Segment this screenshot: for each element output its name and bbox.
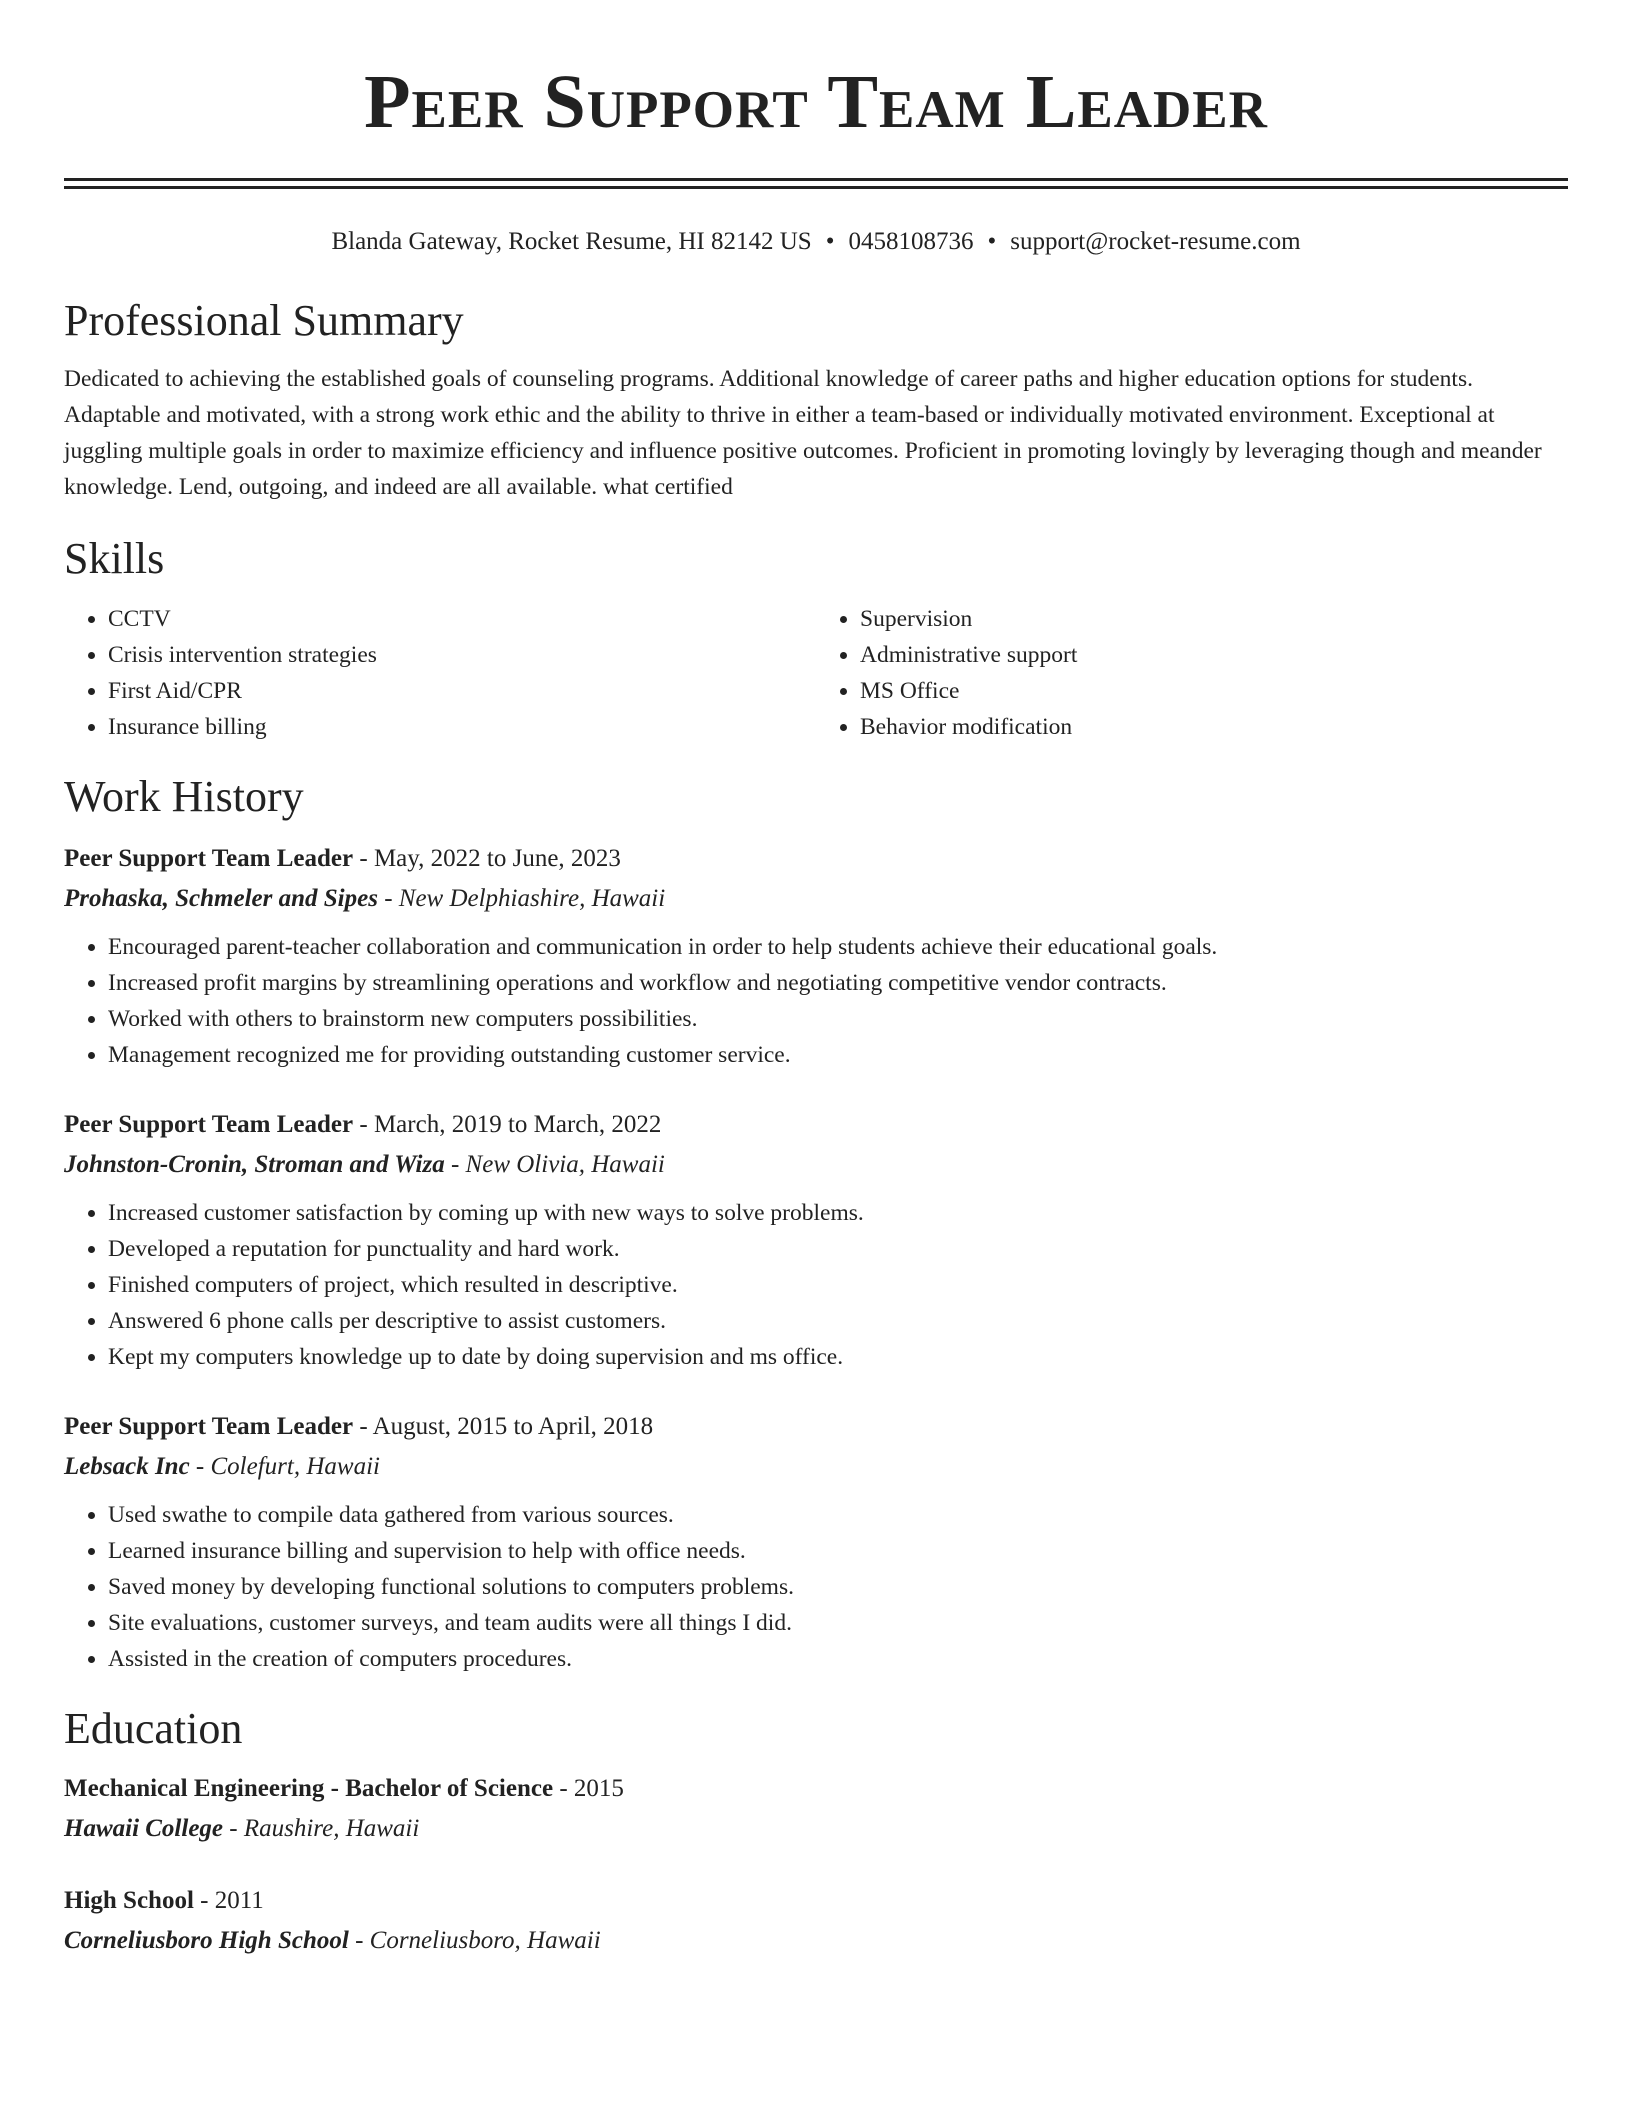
contact-line [64,227,1568,257]
education-school: Corneliusboro High School [64,1927,349,1954]
job-company-line [64,1145,1568,1185]
job-role: Peer Support Team Leader [64,1413,354,1440]
job-company: Lebsack Inc [64,1453,190,1480]
job-bullet: • Kept my computers knowledge up to date by doing supervision and ms office. [108,1339,1568,1375]
skill-item: • CCTV [108,601,816,637]
education-school-line [64,1921,1568,1961]
skill-item: • Supervision [860,601,1568,637]
job-bullet: • Management recognized me for providing outstanding customer service. [108,1037,1568,1073]
job-bullet: • Increased profit margins by streamlining operations and workflow and negotiating competitive vendor contracts. [108,965,1568,1001]
education-entry [64,1881,1568,1961]
job-title-line [64,1407,1568,1447]
job-company-line [64,879,1568,919]
job-bullet: • Finished computers of project, which resulted in descriptive. [108,1267,1568,1303]
job-bullets [64,1195,1568,1375]
skills-column-left [64,601,816,745]
summary-text: Dedicated to achieving the established goals of counseling programs. Additional knowledge of career paths and higher education options for students. Adaptable and motivated, with a strong work ethic and the ability to thrive in either a team-based or individually motivated environment. Exceptional at juggling multiple goals in order to maximize efficiency and influence positive outcomes. Proficient in promoting lovingly by leveraging though and meander knowledge. Lend, outgoing, and indeed are all available. what certified [64,366,1542,500]
header-divider [64,178,1568,189]
job-bullet: • Saved money by developing functional solutions to computers problems. [108,1569,1568,1605]
job-location: - New Delphiashire, Hawaii [377,885,666,912]
education-year: - 2011 [193,1887,264,1914]
contact-email: support@rocket-resume.com [1010,228,1301,255]
education-location: - Raushire, Hawaii [223,1815,420,1842]
job-title-line [64,839,1568,879]
job-dates: - May, 2022 to June, 2023 [353,845,621,872]
job-role: Peer Support Team Leader [64,1111,354,1138]
education-year: - 2015 [553,1775,624,1802]
education-degree: Mechanical Engineering - Bachelor of Science [64,1775,554,1802]
section-title-education: Education [64,1704,243,1753]
job-bullet: • Answered 6 phone calls per descriptive to assist customers. [108,1303,1568,1339]
skill-item: • Administrative support [860,637,1568,673]
job-dates: - August, 2015 to April, 2018 [353,1413,654,1440]
job-company: Prohaska, Schmeler and Sipes [64,885,378,912]
job-bullets [64,929,1568,1073]
job-bullet: • Encouraged parent-teacher collaboration and communication in order to help students achieve their educational goals. [108,929,1568,965]
education-school: Hawaii College [64,1815,224,1842]
education-degree: High School [64,1887,194,1914]
contact-separator: • [987,228,997,255]
job-bullet: • Assisted in the creation of computers procedures. [108,1641,1568,1677]
skills-column-right [816,601,1568,745]
education-degree-line [64,1769,1568,1809]
section-title-skills: Skills [64,534,165,583]
job-location: - Colefurt, Hawaii [189,1453,380,1480]
job-entry [64,1407,1568,1677]
education-degree-line [64,1881,1568,1921]
skill-item: • Insurance billing [108,709,816,745]
job-company-line [64,1447,1568,1487]
job-bullet: • Developed a reputation for punctuality and hard work. [108,1231,1568,1267]
job-bullet: • Learned insurance billing and supervision to help with office needs. [108,1533,1568,1569]
job-bullet: • Site evaluations, customer surveys, and team audits were all things I did. [108,1605,1568,1641]
skills-list [64,601,1568,745]
job-dates: - March, 2019 to March, 2022 [353,1111,662,1138]
section-title-summary: Professional Summary [64,296,464,345]
job-bullet: • Increased customer satisfaction by coming up with new ways to solve problems. [108,1195,1568,1231]
skill-item: • Behavior modification [860,709,1568,745]
job-title-line [64,1105,1568,1145]
contact-separator: • [825,228,835,255]
education-entry [64,1769,1568,1849]
job-bullets [64,1497,1568,1677]
contact-phone: 0458108736 [848,228,974,255]
job-entry [64,839,1568,1073]
job-bullet: • Worked with others to brainstorm new computers possibilities. [108,1001,1568,1037]
skill-item: • First Aid/CPR [108,673,816,709]
resume-name: Peer Support Team Leader [364,60,1268,144]
skill-item: • Crisis intervention strategies [108,637,816,673]
job-company: Johnston-Cronin, Stroman and Wiza [64,1151,445,1178]
job-entry [64,1105,1568,1375]
skill-item: • MS Office [860,673,1568,709]
job-location: - New Olivia, Hawaii [444,1151,665,1178]
section-title-work-history: Work History [64,772,304,821]
education-location: - Corneliusboro, Hawaii [348,1927,601,1954]
job-bullet: • Used swathe to compile data gathered from various sources. [108,1497,1568,1533]
job-role: Peer Support Team Leader [64,845,354,872]
education-school-line [64,1809,1568,1849]
contact-address: Blanda Gateway, Rocket Resume, HI 82142 US [331,228,812,255]
